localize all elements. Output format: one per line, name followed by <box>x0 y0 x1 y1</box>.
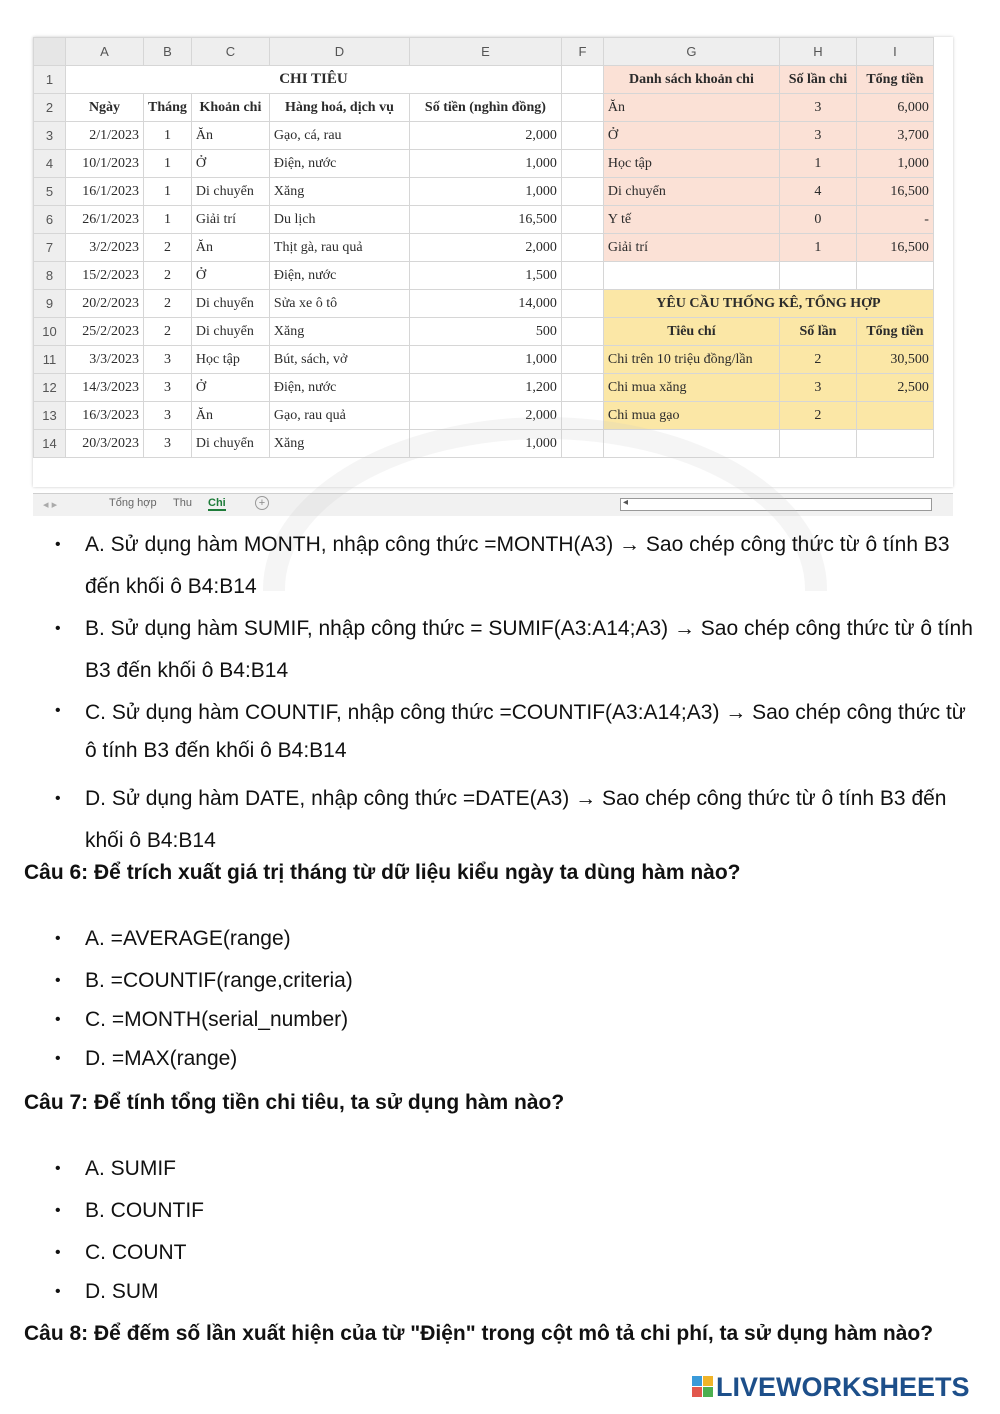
row-number[interactable]: 4 <box>34 150 66 178</box>
cell[interactable] <box>561 290 603 318</box>
row-number[interactable]: 14 <box>34 430 66 458</box>
table-row <box>34 206 934 234</box>
cell[interactable] <box>603 262 779 290</box>
q5-option-list <box>0 524 1000 862</box>
summary-cell[interactable]: 3 <box>779 94 856 122</box>
table-row <box>34 430 934 458</box>
col-header-a[interactable]: A <box>66 38 144 66</box>
cell[interactable] <box>561 66 603 94</box>
amount-cell[interactable]: 2,000 <box>409 122 561 150</box>
summary-cell[interactable]: 16,500 <box>856 234 933 262</box>
table-row <box>34 346 934 374</box>
category-cell[interactable]: Học tập <box>191 346 269 374</box>
liveworksheets-logo-icon <box>692 1376 714 1398</box>
sheet-tab-tong-hop[interactable]: Tổng hợp <box>109 497 157 509</box>
date-cell[interactable]: 20/3/2023 <box>66 430 144 458</box>
summary-cell[interactable]: Giải trí <box>603 234 779 262</box>
cell[interactable] <box>561 150 603 178</box>
summary-header-cell[interactable]: Số lần chi <box>779 66 856 94</box>
amount-cell[interactable]: 1,200 <box>409 374 561 402</box>
spreadsheet-grid <box>33 37 934 458</box>
row-number[interactable]: 6 <box>34 206 66 234</box>
cell[interactable] <box>561 234 603 262</box>
brand-name: LIVEWORKSHEETS <box>716 1372 970 1402</box>
item-cell[interactable]: Xăng <box>269 178 409 206</box>
col-header-h[interactable]: H <box>779 38 856 66</box>
month-cell[interactable]: 2 <box>144 262 192 290</box>
category-cell[interactable]: Di chuyển <box>191 290 269 318</box>
amount-cell[interactable]: 14,000 <box>409 290 561 318</box>
date-cell[interactable]: 15/2/2023 <box>66 262 144 290</box>
date-cell[interactable]: 14/3/2023 <box>66 374 144 402</box>
sheet-tab-bar <box>33 493 953 516</box>
header-cell[interactable]: Hàng hoá, dịch vụ <box>269 94 409 122</box>
item-cell[interactable]: Sửa xe ô tô <box>269 290 409 318</box>
requirement-cell[interactable]: 30,500 <box>856 346 933 374</box>
q6-option-d[interactable]: • D. =MAX(range) <box>0 1038 1000 1080</box>
requirement-cell[interactable]: 2 <box>779 402 856 430</box>
date-cell[interactable]: 3/2/2023 <box>66 234 144 262</box>
amount-cell[interactable]: 2,000 <box>409 234 561 262</box>
cell[interactable] <box>561 430 603 458</box>
summary-cell[interactable]: Học tập <box>603 150 779 178</box>
q7-option-d[interactable]: • D. SUM <box>0 1274 1000 1310</box>
summary-cell[interactable]: 1,000 <box>856 150 933 178</box>
category-cell[interactable]: Ở <box>191 150 269 178</box>
category-cell[interactable]: Ở <box>191 374 269 402</box>
requirement-cell[interactable]: Chi mua gạo <box>603 402 779 430</box>
q7-option-c[interactable]: • C. COUNT <box>0 1232 1000 1274</box>
cell[interactable] <box>561 318 603 346</box>
amount-cell[interactable]: 1,000 <box>409 150 561 178</box>
cell[interactable] <box>561 94 603 122</box>
q6-block <box>0 852 1000 1080</box>
table-row <box>34 122 934 150</box>
summary-cell[interactable]: - <box>856 206 933 234</box>
q5-option-d[interactable]: • D. Sử dụng hàm DATE, nhập công thức =DATE(A3) → Sao chép công thức từ ô tính B3 đến khối ô B4:B14 <box>0 778 1000 862</box>
item-cell[interactable]: Xăng <box>269 318 409 346</box>
q6-option-c[interactable]: • C. =MONTH(serial_number) <box>0 1002 1000 1038</box>
col-header-i[interactable]: I <box>856 38 933 66</box>
q7-option-list <box>0 1148 1000 1310</box>
month-cell[interactable]: 1 <box>144 150 192 178</box>
sheet-nav-arrows-icon[interactable]: ◂ ▸ <box>43 499 58 511</box>
row-number[interactable]: 11 <box>34 346 66 374</box>
cell[interactable] <box>779 430 856 458</box>
date-cell[interactable]: 3/3/2023 <box>66 346 144 374</box>
cell[interactable] <box>603 430 779 458</box>
row-number[interactable]: 9 <box>34 290 66 318</box>
col-header-b[interactable]: B <box>144 38 192 66</box>
select-all-corner[interactable] <box>34 38 66 66</box>
summary-cell[interactable]: 1 <box>779 234 856 262</box>
row-number[interactable]: 5 <box>34 178 66 206</box>
requirement-cell[interactable]: 2 <box>779 346 856 374</box>
item-cell[interactable]: Thịt gà, rau quả <box>269 234 409 262</box>
header-cell[interactable]: Tháng <box>144 94 192 122</box>
date-cell[interactable]: 26/1/2023 <box>66 206 144 234</box>
row-number[interactable]: 12 <box>34 374 66 402</box>
q6-option-b[interactable]: • B. =COUNTIF(range,criteria) <box>0 960 1000 1002</box>
requirement-cell[interactable]: 3 <box>779 374 856 402</box>
category-cell[interactable]: Di chuyển <box>191 430 269 458</box>
date-cell[interactable]: 16/1/2023 <box>66 178 144 206</box>
cell[interactable] <box>561 206 603 234</box>
item-cell[interactable]: Điện, nước <box>269 150 409 178</box>
col-header-f[interactable]: F <box>561 38 603 66</box>
liveworksheets-logo <box>692 1372 970 1406</box>
requirement-cell[interactable]: Chi mua xăng <box>603 374 779 402</box>
summary-cell[interactable]: 3 <box>779 122 856 150</box>
cell[interactable] <box>561 122 603 150</box>
q8-block <box>0 1313 1000 1355</box>
category-cell[interactable]: Ở <box>191 262 269 290</box>
amount-cell[interactable]: 16,500 <box>409 206 561 234</box>
q5-option-a[interactable]: • A. Sử dụng hàm MONTH, nhập công thức =MONTH(A3) → Sao chép công thức từ ô tính B3 đến khối ô B4:B14 <box>0 524 1000 608</box>
header-cell[interactable]: Khoản chi <box>191 94 269 122</box>
row-number[interactable]: 10 <box>34 318 66 346</box>
amount-cell[interactable]: 1,000 <box>409 178 561 206</box>
q7-option-b[interactable]: • B. COUNTIF <box>0 1190 1000 1232</box>
summary-cell[interactable]: 6,000 <box>856 94 933 122</box>
sheet-tab-thu[interactable]: Thu <box>173 497 192 509</box>
month-cell[interactable]: 2 <box>144 290 192 318</box>
requirement-cell[interactable]: 2,500 <box>856 374 933 402</box>
date-cell[interactable]: 10/1/2023 <box>66 150 144 178</box>
requirement-header-cell[interactable]: Số lần <box>779 318 856 346</box>
month-cell[interactable]: 2 <box>144 234 192 262</box>
month-cell[interactable]: 1 <box>144 206 192 234</box>
item-cell[interactable]: Bút, sách, vở <box>269 346 409 374</box>
spreadsheet-image <box>33 37 953 511</box>
category-cell[interactable]: Giải trí <box>191 206 269 234</box>
cell[interactable] <box>561 402 603 430</box>
cell[interactable] <box>856 262 933 290</box>
cell[interactable] <box>561 178 603 206</box>
col-header-c[interactable]: C <box>191 38 269 66</box>
item-cell[interactable]: Du lịch <box>269 206 409 234</box>
table-row <box>34 150 934 178</box>
date-cell[interactable]: 2/1/2023 <box>66 122 144 150</box>
q6-option-list <box>0 918 1000 1080</box>
amount-cell[interactable]: 1,000 <box>409 346 561 374</box>
q7-block <box>0 1082 1000 1310</box>
table-row <box>34 318 934 346</box>
cell[interactable] <box>561 346 603 374</box>
month-cell[interactable]: 3 <box>144 374 192 402</box>
category-cell[interactable]: Ăn <box>191 122 269 150</box>
item-cell[interactable]: Gạo, cá, rau <box>269 122 409 150</box>
requirement-cell[interactable] <box>856 402 933 430</box>
table-row <box>34 234 934 262</box>
item-cell[interactable]: Điện, nước <box>269 374 409 402</box>
table-row <box>34 262 934 290</box>
summary-header-cell[interactable]: Tổng tiền <box>856 66 933 94</box>
month-cell[interactable]: 1 <box>144 178 192 206</box>
table-row <box>34 402 934 430</box>
item-cell[interactable]: Xăng <box>269 430 409 458</box>
scroll-left-icon[interactable]: ◂ <box>623 497 629 508</box>
amount-cell[interactable]: 500 <box>409 318 561 346</box>
month-cell[interactable]: 3 <box>144 430 192 458</box>
month-cell[interactable]: 2 <box>144 318 192 346</box>
col-header-e[interactable]: E <box>409 38 561 66</box>
summary-cell[interactable]: 0 <box>779 206 856 234</box>
requirement-cell[interactable]: Chi trên 10 triệu đồng/lần <box>603 346 779 374</box>
table-row <box>34 290 934 318</box>
month-cell[interactable]: 3 <box>144 346 192 374</box>
date-cell[interactable]: 20/2/2023 <box>66 290 144 318</box>
sheet-tab-chi[interactable]: Chi <box>208 497 226 509</box>
horizontal-scrollbar[interactable] <box>620 498 932 511</box>
q5-options-block <box>0 524 1000 862</box>
amount-cell[interactable]: 2,000 <box>409 402 561 430</box>
requirement-title-cell[interactable]: YÊU CẦU THỐNG KÊ, TỔNG HỢP <box>603 290 933 318</box>
q5-option-b[interactable]: • B. Sử dụng hàm SUMIF, nhập công thức = SUMIF(A3:A14;A3) → Sao chép công thức từ ô tính B3 đến khối ô B4:B14 <box>0 608 1000 692</box>
table-row <box>34 178 934 206</box>
cell[interactable] <box>779 262 856 290</box>
row-number[interactable]: 7 <box>34 234 66 262</box>
q7-option-a[interactable]: • A. SUMIF <box>0 1148 1000 1190</box>
month-cell[interactable]: 3 <box>144 402 192 430</box>
amount-cell[interactable]: 1,500 <box>409 262 561 290</box>
item-cell[interactable]: Gạo, rau quả <box>269 402 409 430</box>
summary-cell[interactable]: 4 <box>779 178 856 206</box>
row-number[interactable]: 1 <box>34 66 66 94</box>
row-number[interactable]: 13 <box>34 402 66 430</box>
summary-header-cell[interactable]: Danh sách khoản chi <box>603 66 779 94</box>
q6-option-a[interactable]: • A. =AVERAGE(range) <box>0 918 1000 960</box>
month-cell[interactable]: 1 <box>144 122 192 150</box>
col-header-d[interactable]: D <box>269 38 409 66</box>
add-sheet-icon[interactable]: + <box>255 496 269 510</box>
category-cell[interactable]: Ăn <box>191 402 269 430</box>
date-cell[interactable]: 16/3/2023 <box>66 402 144 430</box>
q7-question: Câu 7: Để tính tổng tiền chi tiêu, ta sử dụng hàm nào? <box>24 1091 565 1114</box>
column-header-row <box>34 38 934 66</box>
summary-cell[interactable]: 16,500 <box>856 178 933 206</box>
cell[interactable] <box>561 374 603 402</box>
row-number[interactable]: 2 <box>34 94 66 122</box>
row-number[interactable]: 8 <box>34 262 66 290</box>
summary-cell[interactable]: 1 <box>779 150 856 178</box>
q8-question: Câu 8: Để đếm số lần xuất hiện của từ "Điện" trong cột mô tả chi phí, ta sử dụng hàm nào? <box>24 1322 934 1345</box>
summary-cell[interactable]: Ăn <box>603 94 779 122</box>
summary-cell[interactable]: Y tế <box>603 206 779 234</box>
amount-cell[interactable]: 1,000 <box>409 430 561 458</box>
cell[interactable] <box>856 430 933 458</box>
category-cell[interactable]: Di chuyển <box>191 318 269 346</box>
sheet-title-cell[interactable]: CHI TIÊU <box>66 66 562 94</box>
header-cell[interactable]: Số tiền (nghìn đồng) <box>409 94 561 122</box>
item-cell[interactable]: Điện, nước <box>269 262 409 290</box>
requirement-header-cell[interactable]: Tổng tiền <box>856 318 933 346</box>
date-cell[interactable]: 25/2/2023 <box>66 318 144 346</box>
table-row <box>34 374 934 402</box>
summary-cell[interactable]: Di chuyển <box>603 178 779 206</box>
cell[interactable] <box>561 262 603 290</box>
q5-option-c[interactable]: • C. Sử dụng hàm COUNTIF, nhập công thức =COUNTIF(A3:A14;A3) → Sao chép công thức từ ô tính B3 đến khối ô B4:B14 <box>0 692 1000 770</box>
category-cell[interactable]: Ăn <box>191 234 269 262</box>
sheet-row-1 <box>34 66 934 94</box>
sheet-row-2 <box>34 94 934 122</box>
q6-question: Câu 6: Để trích xuất giá trị tháng từ dữ liệu kiểu ngày ta dùng hàm nào? <box>24 861 741 884</box>
summary-cell[interactable]: Ở <box>603 122 779 150</box>
summary-cell[interactable]: 3,700 <box>856 122 933 150</box>
col-header-g[interactable]: G <box>603 38 779 66</box>
requirement-header-cell[interactable]: Tiêu chí <box>603 318 779 346</box>
category-cell[interactable]: Di chuyển <box>191 178 269 206</box>
header-cell[interactable]: Ngày <box>66 94 144 122</box>
row-number[interactable]: 3 <box>34 122 66 150</box>
